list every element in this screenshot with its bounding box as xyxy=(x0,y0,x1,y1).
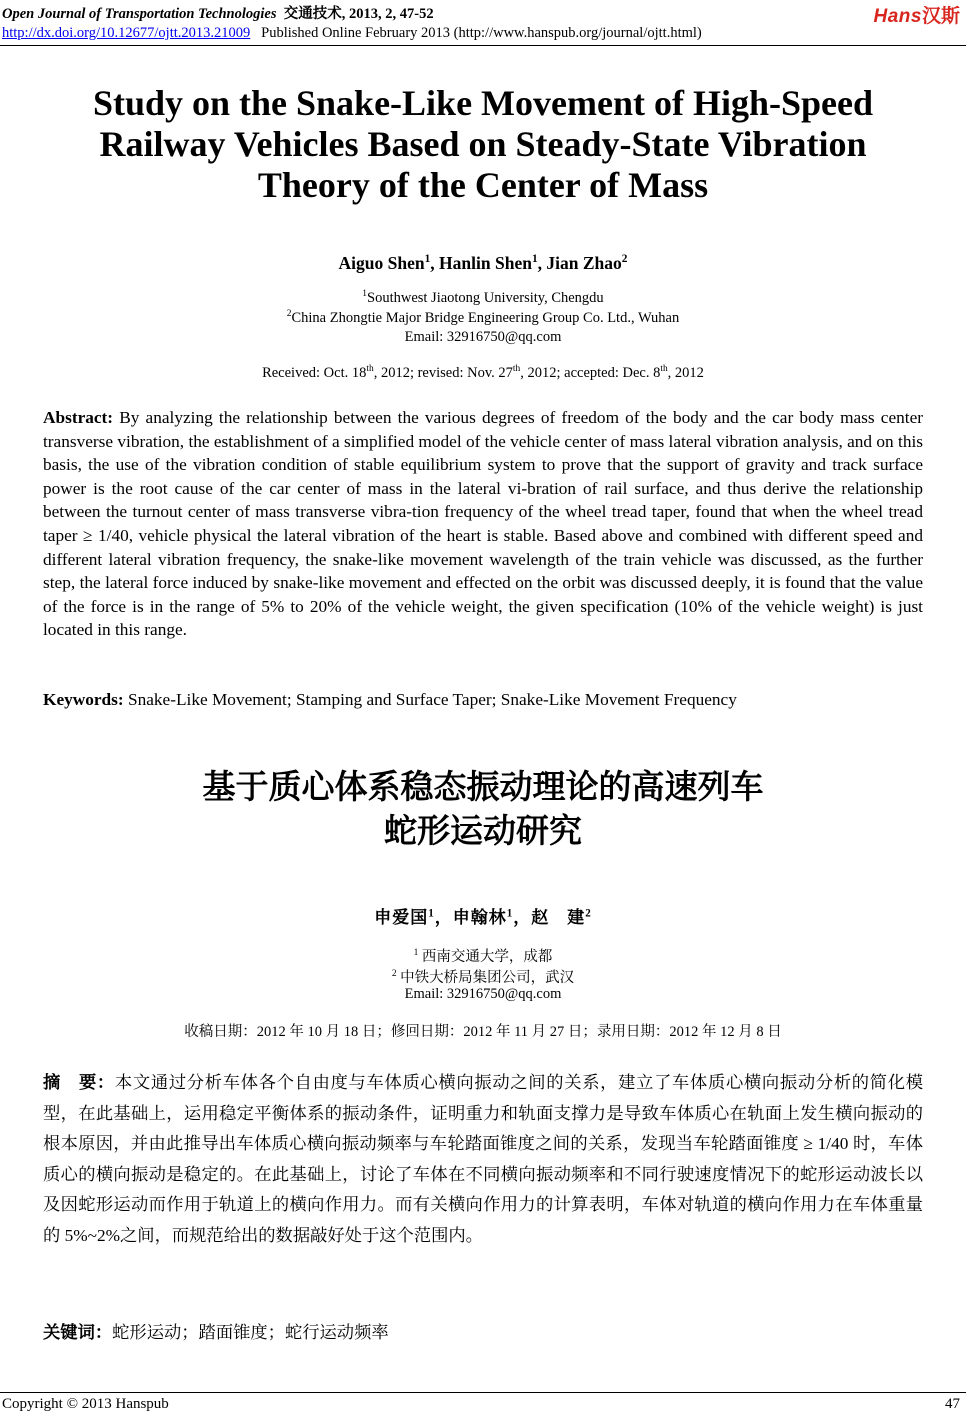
journal-name: Open Journal of Transportation Technologies xyxy=(2,6,277,22)
keywords-label-cn: 关键词： xyxy=(43,1323,113,1343)
publisher-logo xyxy=(874,1,960,28)
logo-text-en: Hans xyxy=(873,6,922,27)
email-cn: Email: 32916750@qq.com xyxy=(404,986,562,1002)
authors-en: Aiguo Shen$^1$, Hanlin Shen$^1$, Jian Zhao$^2$ xyxy=(338,253,628,273)
affiliation-1-en: $^1$Southwest Jiaotong University, Chengdu xyxy=(362,289,604,306)
abstract-cn xyxy=(43,1068,923,1251)
author-name: 申爱国 xyxy=(374,908,429,927)
keywords-text-en: Snake-Like Movement; Stamping and Surface Taper; Snake-Like Movement Frequency xyxy=(127,690,737,709)
author-name: 申翰林 xyxy=(452,908,507,927)
author-sup: 1 xyxy=(531,253,538,266)
author-name: Aiguo Shen xyxy=(338,253,425,273)
author-sup: 2 xyxy=(621,253,628,266)
journal-issue: 交通技术, 2013, 2, 47-52 xyxy=(283,6,434,22)
paper-title-en: Study on the Snake-Like Movement of High-Speed Railway Vehicles Based on Steady-State Vibration Theory of the Center of Mass xyxy=(92,83,874,205)
affiliation-2-cn: $^2$ 中铁大桥局集团公司，武汉 xyxy=(391,969,575,986)
received-dates-en: Received: Oct. 18th, 2012; revised: Nov. 27th, 2012; accepted: Dec. 8th, 2012 xyxy=(262,364,704,381)
footer-divider xyxy=(0,1392,966,1393)
copyright: Copyright © 2013 Hanspub xyxy=(2,1396,169,1412)
authors-cn: 申爱国$^1$，申翰林$^1$，赵 建$^2$ xyxy=(374,907,592,927)
author-name: Jian Zhao xyxy=(546,253,622,273)
keywords-text-cn: 蛇形运动；踏面锥度；蛇行运动频率 xyxy=(112,1323,389,1342)
author-name: Hanlin Shen xyxy=(439,253,532,273)
author-name: 赵 建 xyxy=(531,908,586,927)
doi-link[interactable]: http://dx.doi.org/10.12677/ojtt.2013.21009 xyxy=(2,25,251,41)
logo-text-zh: 汉斯 xyxy=(921,6,960,27)
title-cn-line-2: 蛇形运动研究 xyxy=(384,811,582,850)
keywords-en xyxy=(43,690,923,710)
journal-header xyxy=(2,2,434,23)
title-cn-line-1: 基于质心体系稳态振动理论的高速列车 xyxy=(202,767,764,806)
author-sup: 1 xyxy=(424,253,431,266)
abstract-text-en: By analyzing the relationship between the various degrees of freedom of the body and the car body mass center transverse vibration, the establishment of a simplified model of the vehicle center of mass lateral vibration analysis, and on this basis, the use of the vibration condition of stable equilibrium system to prove that the support of gravity and track surface power is the root cause of the car center of mass in the lateral vi-bration of rail surface, and thus derive the relationship between the turnout center of mass transverse vibra-tion frequency of the wheel tread taper, found that when the wheel tread taper ≥ 1/40, vehicle physical the lateral vibration of the heart is stable. Based above and combined with different speed and different lateral vibration frequency, the snake-like movement wavelength of the train vehicle was discussed, as the further step, the lateral force induced by snake-like movement and effected on the orbit was discussed deeply, it is found that the value of the force is in the range of 5% to 20% of the vehicle weight, the given specification (10% of the vehicle weight) is just located in this range. xyxy=(43,408,924,640)
email-en: Email: 32916750@qq.com xyxy=(404,329,562,345)
paper-title-cn xyxy=(0,765,966,853)
page-number: 47 xyxy=(945,1396,960,1412)
keywords-cn xyxy=(43,1318,923,1343)
abstract-label-cn: 摘 要： xyxy=(43,1073,115,1093)
abstract-label-en: Abstract: xyxy=(43,408,114,427)
abstract-text-cn: 本文通过分析车体各个自由度与车体质心横向振动之间的关系，建立了车体质心横向振动分析的简化模型，在此基础上，运用稳定平衡体系的振动条件，证明重力和轨面支撑力是导致车体质心在轨面上发生横向振动的根本原因，并由此推导出车体质心横向振动频率与车轮踏面锥度之间的关系，发现当车轮踏面锥度 ≥ 1/40 时，车体质心的横向振动是稳定的。在此基础上，讨论了车体在不同横向振动频率和不同行驶速度情况下的蛇形运动波长以及因蛇形运动而作用于轨道上的横向作用力。而有关横向作用力的计算表明，车体对轨道的横向作用力在车体重量的 5%~2%之间，而规范给出的数据敲好处于这个范围内。 xyxy=(43,1073,923,1245)
keywords-label-en: Keywords: xyxy=(43,690,124,709)
affiliation-1-cn: $^1$ 西南交通大学，成都 xyxy=(413,948,553,965)
doi-line xyxy=(2,25,702,42)
received-dates-cn: 收稿日期：2012 年 10 月 18 日；修回日期：2012 年 11 月 27 日；录用日期：2012 年 12 月 8 日 xyxy=(184,1024,782,1040)
abstract-en xyxy=(43,406,923,642)
published-info: Published Online February 2013 (http://www.hanspub.org/journal/ojtt.html) xyxy=(261,25,702,41)
header-divider xyxy=(0,45,966,46)
affiliation-2-en: $^2$China Zhongtie Major Bridge Engineering Group Co. Ltd., Wuhan xyxy=(286,309,680,326)
